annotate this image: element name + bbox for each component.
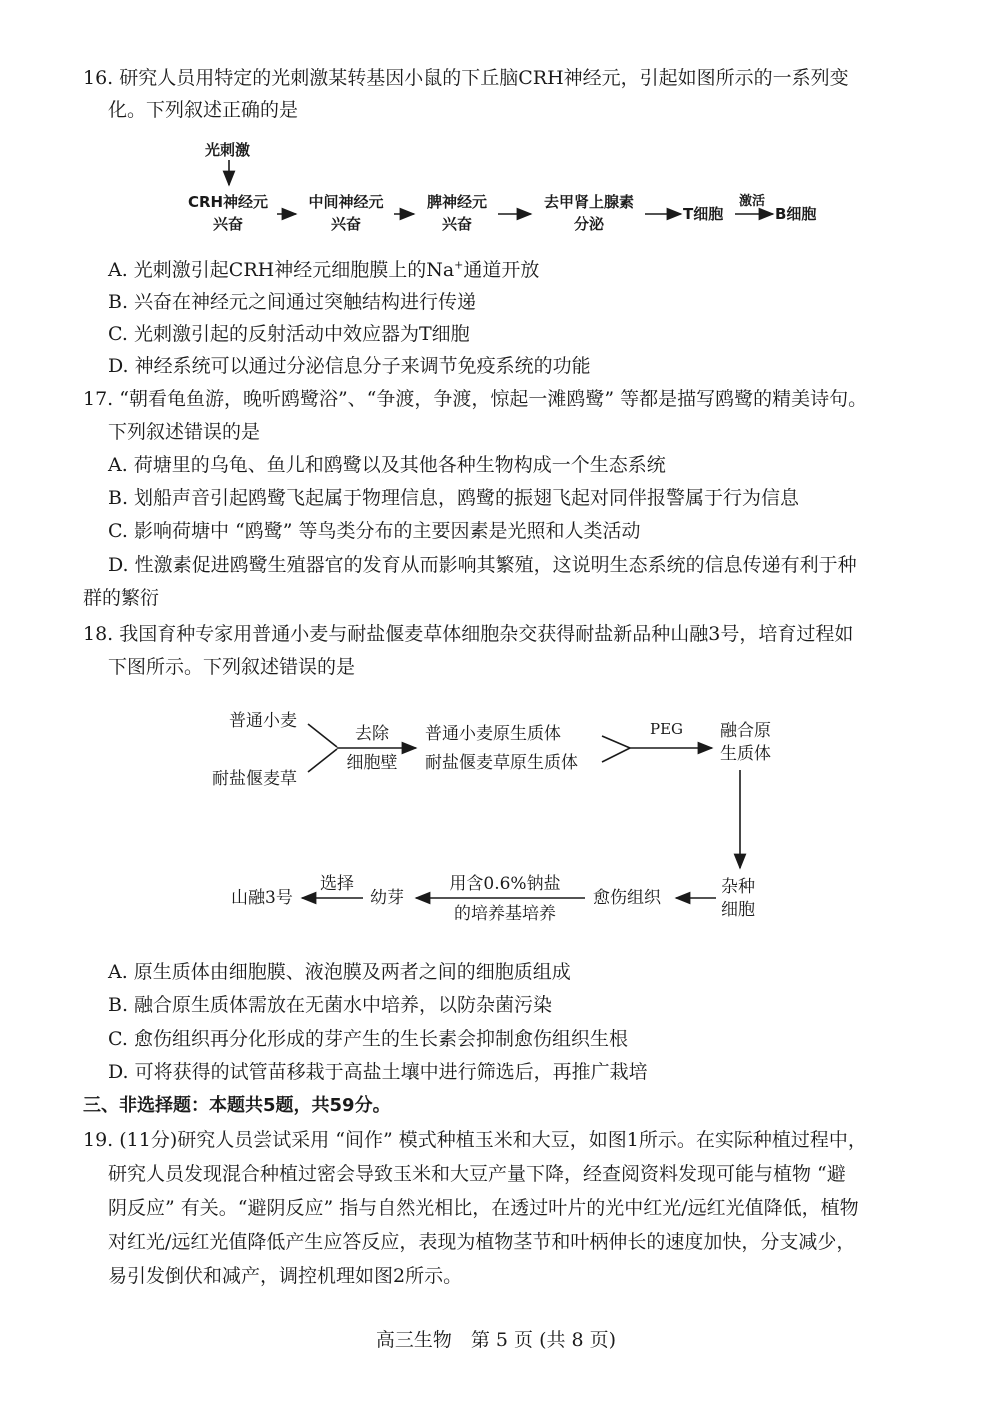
- q18-select-label: 选择: [320, 874, 354, 894]
- q18-wheat-label: 普通小麦: [229, 711, 297, 731]
- q16-mid-label: 中间神经元: [308, 193, 384, 211]
- q16-mid-state: 兴奋: [330, 215, 361, 233]
- q18-fused-label1: 融合原: [720, 721, 771, 741]
- q18-stem-line1: 18. 我国育种专家用普通小麦与耐盐偃麦草体细胞杂交获得耐盐新品种山融3号，培育过程如: [83, 623, 854, 645]
- q19-line3: 阴反应” 有关。“避阴反应” 指与自然光相比，在透过叶片的光中红光/远红光值降低，植物: [108, 1197, 859, 1219]
- q16-bcell-label: B细胞: [775, 205, 817, 223]
- q18-option-b: B. 融合原生质体需放在无菌水中培养，以防杂菌污染: [108, 994, 553, 1016]
- q16-light-label: 光刺激: [205, 141, 251, 159]
- q18-option-d: D. 可将获得的试管苗移栽于高盐土壤中进行筛选后，再推广栽培: [108, 1061, 648, 1083]
- q17-option-d-line2: 群的繁衍: [83, 587, 160, 609]
- q17-option-c: C. 影响荷塘中 “鸥鹭” 等鸟类分布的主要因素是光照和人类活动: [108, 520, 641, 542]
- page-footer: 高三生物 第 5 页 (共 8 页): [375, 1329, 617, 1351]
- q17-stem-line1: 17. “朝看龟鱼游，晚听鸥鹭浴”、“争渡，争渡，惊起一滩鸥鹭” 等都是描写鸥鹭的精美诗句。: [83, 388, 868, 410]
- q19-line4: 对红光/远红光值降低产生应答反应，表现为植物茎节和叶柄伸长的速度加快，分支减少，: [108, 1231, 856, 1253]
- q16-crh-state: 兴奋: [212, 215, 243, 233]
- q16-stem-line1: 16. 研究人员用特定的光刺激某转基因小鼠的下丘脑CRH神经元，引起如图所示的一系列变: [83, 67, 849, 89]
- q18-proto2-label: 耐盐偃麦草原生质体: [425, 753, 578, 773]
- proto1-branch-line: [602, 736, 630, 748]
- q16-option-b: B. 兴奋在神经元之间通过突触结构进行传递: [108, 291, 477, 313]
- q16-activate-label: 激活: [739, 194, 766, 209]
- q16-tcell-label: T细胞: [683, 205, 724, 223]
- q16-stem-line2: 化。下列叙述正确的是: [108, 99, 299, 121]
- q17-option-a: A. 荷塘里的乌龟、鱼儿和鸥鹭以及其他各种生物构成一个生态系统: [108, 454, 666, 476]
- q18-stem-line2: 下图所示。下列叙述错误的是: [108, 656, 356, 678]
- q18-proto1-label: 普通小麦原生质体: [425, 724, 561, 744]
- q16-option-a: A. 光刺激引起CRH神经元细胞膜上的Na+通道开放: [108, 258, 540, 281]
- q18-hybrid-label1: 杂种: [721, 877, 755, 897]
- q17-option-b: B. 划船声音引起鸥鹭飞起属于物理信息，鸥鹭的振翅飞起对同伴报警属于行为信息: [108, 487, 800, 509]
- q16-option-d: D. 神经系统可以通过分泌信息分子来调节免疫系统的功能: [108, 355, 591, 377]
- q18-sprout-label: 幼芽: [370, 888, 404, 908]
- q17-option-d-line1: D. 性激素促进鸥鹭生殖器官的发育从而影响其繁殖，这说明生态系统的信息传递有利于种: [108, 554, 857, 576]
- proto2-branch-line: [602, 748, 630, 762]
- q16-ne-label: 去甲肾上腺素: [543, 193, 634, 211]
- q19-line5: 易引发倒伏和减产，调控机理如图2所示。: [108, 1265, 463, 1287]
- q18-callus-label: 愈伤组织: [593, 888, 661, 908]
- wheat-branch-line: [308, 724, 337, 747]
- q19-line1: 19. (11分)研究人员尝试采用 “间作” 模式种植玉米和大豆，如图1所示。在实际种植过程中，: [83, 1129, 867, 1151]
- q18-fused-label2: 生质体: [720, 744, 771, 764]
- q18-product-label: 山融3号: [231, 888, 293, 908]
- q16-spleen-state: 兴奋: [441, 215, 472, 233]
- section-3-heading: 三、非选择题：本题共5题，共59分。: [83, 1095, 391, 1116]
- q17-stem-line2: 下列叙述错误的是: [108, 421, 261, 443]
- q18-peg-label: PEG: [650, 720, 684, 738]
- q18-hybrid-label2: 细胞: [721, 900, 755, 920]
- q16-crh-label: CRH神经元: [187, 193, 269, 211]
- q18-remove-label: 去除: [355, 724, 389, 744]
- q16-ne-state: 分泌: [573, 215, 604, 233]
- q16-option-c: C. 光刺激引起的反射活动中效应器为T细胞: [108, 323, 470, 345]
- grass-branch-line: [308, 749, 337, 772]
- q18-cellwall-label: 细胞壁: [346, 753, 398, 773]
- q18-medium-label1: 用含0.6%钠盐: [449, 874, 561, 894]
- q19-line2: 研究人员发现混合种植过密会导致玉米和大豆产量下降，经查阅资料发现可能与植物 “避: [108, 1163, 846, 1185]
- q18-grass-label: 耐盐偃麦草: [212, 769, 297, 789]
- q16-spleen-label: 脾神经元: [426, 193, 487, 211]
- q18-medium-label2: 的培养基培养: [454, 904, 556, 924]
- q18-option-a: A. 原生质体由细胞膜、液泡膜及两者之间的细胞质组成: [108, 961, 571, 983]
- q18-option-c: C. 愈伤组织再分化形成的芽产生的生长素会抑制愈伤组织生根: [108, 1028, 628, 1050]
